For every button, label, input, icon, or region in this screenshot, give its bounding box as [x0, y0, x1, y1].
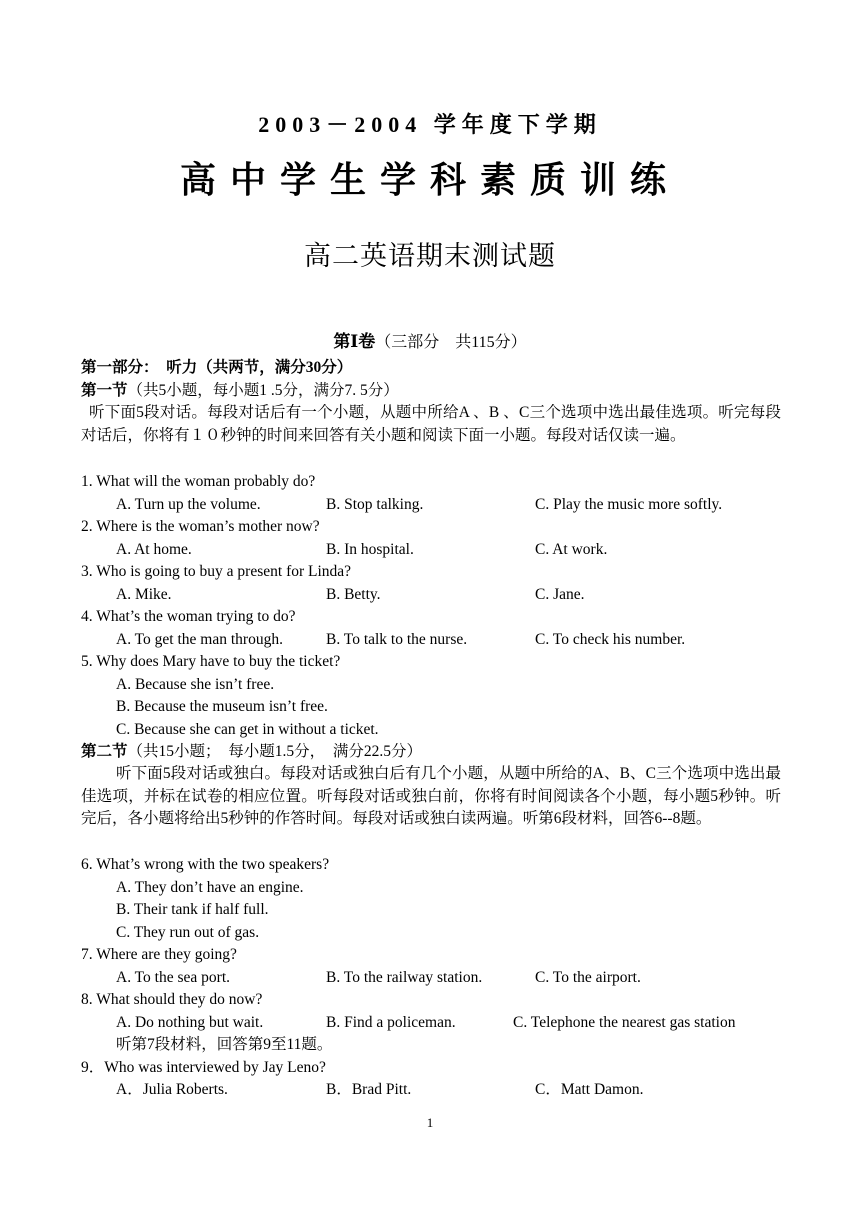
q1-option-c: C. Play the music more softly. — [535, 496, 723, 513]
section1-label: 第一节 — [81, 382, 128, 399]
q5-option-b: B. Because the museum isn’t free. — [116, 698, 328, 715]
q8-option-c: C. Telephone the nearest gas station — [513, 1014, 736, 1031]
q2-stem: 2. Where is the woman’s mother now? — [81, 518, 320, 535]
q9-option-b: B．Brad Pitt. — [326, 1081, 412, 1098]
q4-stem: 4. What’s the woman trying to do? — [81, 608, 296, 625]
q5-stem: 5. Why does Mary have to buy the ticket? — [81, 653, 341, 670]
q3-option-c: C. Jane. — [535, 586, 585, 603]
q6-option-a: A. They don’t have an engine. — [116, 879, 304, 896]
section1-info: （共5小题，每小题1 .5分，满分7. 5分） — [127, 382, 399, 399]
section2-heading — [81, 741, 422, 764]
q7-stem: 7. Where are they going? — [81, 946, 237, 963]
q1-option-b: B. Stop talking. — [326, 496, 424, 513]
q2-option-c: C. At work. — [535, 541, 608, 558]
q4-option-c: C. To check his number. — [535, 631, 686, 648]
volume-label: 第Ⅰ卷 — [333, 332, 376, 351]
q9-option-a: A．Julia Roberts. — [116, 1081, 228, 1098]
section2-instructions — [81, 763, 781, 831]
q6-option-b: B. Their tank if half full. — [116, 901, 269, 918]
q5-option-c: C. Because she can get in without a ticket. — [116, 721, 379, 738]
q1-stem: 1. What will the woman probably do? — [81, 473, 316, 490]
exam-subtitle: 高二英语期末测试题 — [304, 241, 556, 271]
semester-heading: 2003－2004 学年度下学期 — [258, 112, 602, 137]
section2-label: 第二节 — [81, 743, 128, 760]
section2-instructions-text: 听下面5段对话或独白。每段对话或独白后有几个小题，从题中所给的A、B、C三个选项中选出最佳选项，并标在试卷的相应位置。听每段对话或独白前，你将有时间阅读各个小题，每小题5秒钟。听完后，各小题将给出5秒钟的作答时间。每段对话或独白读两遍。 — [81, 765, 781, 828]
volume-info: （三部分 共115分） — [375, 334, 527, 351]
q1-option-a: A. Turn up the volume. — [116, 496, 261, 513]
q2-option-a: A. At home. — [116, 541, 192, 558]
section1-instructions: 听下面5段对话。每段对话后有一个小题，从题中所给A 、B 、C三个选项中选出最佳选项。听完每段对话后，你将有１０秒钟的时间来回答有关小题和阅读下面一小题。每段对话仅读一遍。 — [81, 404, 781, 444]
section2-info: （共15小题； 每小题1.5分， 满分22.5分） — [127, 743, 423, 760]
part1-title: 第一部分： 听力（共两节，满分30分） — [81, 359, 353, 376]
material6-note: 听第6段材料，回答6--8题。 — [522, 810, 712, 828]
q8-option-a: A. Do nothing but wait. — [116, 1014, 264, 1031]
q4-option-b: B. To talk to the nurse. — [326, 631, 468, 648]
q8-option-b: B. Find a policeman. — [326, 1014, 456, 1031]
q9-stem: 9．Who was interviewed by Jay Leno? — [81, 1059, 326, 1076]
q7-option-b: B. To the railway station. — [326, 969, 483, 986]
q3-stem: 3. Who is going to buy a present for Linda? — [81, 563, 352, 580]
q2-option-b: B. In hospital. — [326, 541, 414, 558]
q3-option-b: B. Betty. — [326, 586, 381, 603]
material7-note: 听第7段材料，回答第9至11题。 — [116, 1036, 333, 1053]
q3-option-a: A. Mike. — [116, 586, 172, 603]
volume-heading — [0, 327, 860, 352]
page-number: 1 — [426, 1115, 434, 1130]
q4-option-a: A. To get the man through. — [116, 631, 283, 648]
q9-option-c: C．Matt Damon. — [535, 1081, 644, 1098]
q7-option-c: C. To the airport. — [535, 969, 641, 986]
section1-heading — [81, 380, 399, 403]
main-title: 高中学生学科素质训练 — [179, 160, 680, 200]
q8-stem: 8. What should they do now? — [81, 991, 263, 1008]
q7-option-a: A. To the sea port. — [116, 969, 230, 986]
q6-option-c: C. They run out of gas. — [116, 924, 260, 941]
q6-stem: 6. What’s wrong with the two speakers? — [81, 856, 330, 873]
q5-option-a: A. Because she isn’t free. — [116, 676, 275, 693]
